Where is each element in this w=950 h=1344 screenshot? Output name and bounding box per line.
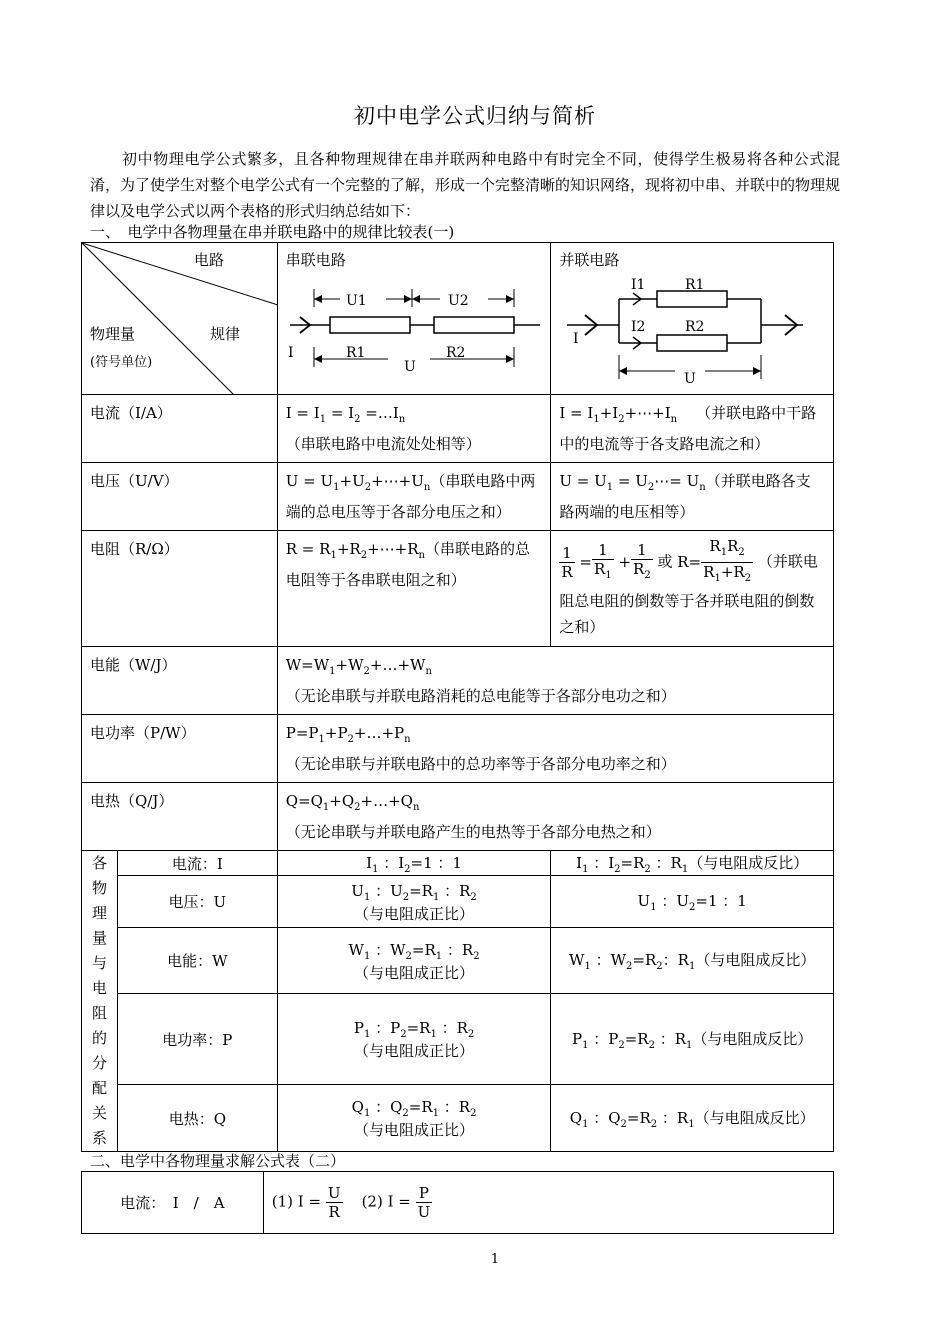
series-voltage-note: （串联电路中两端的总电压等于各部分电压之和） bbox=[285, 472, 536, 521]
diagonal-lines bbox=[82, 243, 278, 395]
heat-formula: $Q=Q_1+Q_2+\dots+Q_n$ bbox=[285, 792, 420, 813]
parallel-current-note: （并联电路中干路中的电流等于各支路电流之和） bbox=[559, 404, 817, 453]
header-rule-label: 规律 bbox=[210, 325, 241, 343]
formula-2-denominator: U bbox=[417, 1203, 431, 1221]
formula-2-numerator: P bbox=[416, 1184, 433, 1203]
parallel-circuit-diagram bbox=[551, 243, 834, 395]
series-power-ratio-note: （与电阻成正比） bbox=[354, 1042, 475, 1061]
parallel-voltage-cell bbox=[551, 463, 834, 531]
vertical-label-char: 电 bbox=[91, 979, 107, 997]
dist-current-label: 电流：I bbox=[117, 851, 277, 876]
header-quantity-label: 物理量 bbox=[90, 325, 136, 343]
parallel-power-ratio: $P_1$ ：$P_2=R_2$ ：$R_1$（与电阻成反比） bbox=[551, 994, 834, 1085]
header-unit-label: (符号单位) bbox=[90, 355, 153, 370]
parallel-energy-ratio: $W_1$ ：$W_2=R_2$：$R_1$（与电阻成反比） bbox=[551, 927, 834, 994]
parallel-energy-ratio-note: （与电阻成反比） bbox=[695, 951, 816, 970]
series-r1-label: R1 bbox=[345, 345, 366, 361]
resistance-label: 电阻（R/Ω） bbox=[82, 531, 278, 647]
series-r2-label: R2 bbox=[445, 345, 466, 361]
parallel-i-label: I bbox=[573, 331, 579, 347]
vertical-label-char: 关 bbox=[91, 1104, 107, 1122]
series-voltage-cell bbox=[277, 463, 551, 531]
heat-label: 电热（Q/J） bbox=[82, 783, 278, 851]
series-resistance-formula: $R = R_1+R_2+\cdots+R_n$ bbox=[285, 540, 425, 561]
energy-label: 电能（W/J） bbox=[82, 647, 278, 715]
series-energy-ratio-note: （与电阻成正比） bbox=[354, 963, 475, 982]
formula-table bbox=[81, 1171, 834, 1234]
vertical-label-char: 阻 bbox=[91, 1004, 107, 1022]
comparison-table bbox=[81, 242, 834, 1152]
parallel-i2-label: I2 bbox=[631, 319, 646, 335]
page-title: 初中电学公式归纳与简析 bbox=[354, 104, 596, 128]
parallel-power-ratio-note: （与电阻成反比） bbox=[692, 1029, 813, 1048]
series-u2-label: U2 bbox=[447, 293, 469, 309]
formula-1-denominator: R bbox=[328, 1203, 340, 1221]
vertical-label-char: 的 bbox=[91, 1029, 107, 1047]
vertical-label-char: 物 bbox=[91, 879, 107, 897]
series-power-ratio: $P_1$ ：$P_2=R_1$ ：$R_2$ （与电阻成正比） bbox=[277, 994, 551, 1085]
parallel-header: 并联电路 bbox=[559, 251, 620, 269]
parallel-resistance-formula-2: R= $\frac{R_1R_2}{R_1+R_2}$ bbox=[677, 537, 752, 584]
parallel-voltage-formula: $U = U_1$ = $U_2\cdots= U_n$ bbox=[559, 472, 706, 493]
or-text: 或 bbox=[657, 552, 673, 571]
series-voltage-ratio: $U_1$ ：$U_2=R_1$ ：$R_2$ （与电阻成正比） bbox=[277, 876, 551, 928]
section-1-heading: 一、 电学中各物理量在串并联电路中的规律比较表(一) bbox=[90, 223, 455, 241]
current-label: 电流（I/A） bbox=[82, 395, 278, 463]
parallel-i1-label: I1 bbox=[631, 277, 646, 293]
series-circuit-diagram bbox=[278, 243, 552, 395]
vertical-label-char: 各 bbox=[91, 854, 107, 872]
energy-note: （无论串联与并联电路消耗的总电能等于各部分电功之和） bbox=[285, 687, 676, 705]
parallel-heat-ratio-note: （与电阻成反比） bbox=[694, 1108, 815, 1127]
energy-cell bbox=[277, 647, 833, 715]
section-2-heading: 二、电学中各物理量求解公式表（二） bbox=[90, 1152, 346, 1170]
series-resistance-note: （串联电路的总电阻等于各串联电阻之和） bbox=[285, 540, 530, 589]
parallel-r1-label: R1 bbox=[685, 277, 705, 293]
vertical-label-char: 配 bbox=[91, 1079, 107, 1097]
vertical-label-char: 分 bbox=[91, 1054, 107, 1072]
page-number: 1 bbox=[490, 1252, 500, 1267]
dist-voltage-label: 电压：U bbox=[117, 876, 277, 928]
diagonal-header-cell bbox=[82, 243, 278, 395]
dist-heat-label: 电热：Q bbox=[117, 1085, 277, 1152]
series-current-ratio: $I_1$ ：$I_2=1$ ：1 bbox=[277, 851, 551, 876]
vertical-label-char: 与 bbox=[91, 954, 107, 972]
heat-cell bbox=[277, 783, 833, 851]
parallel-resistance-formula: $\frac{1}{R}$ = $\frac{1}{R_1}$ + $\frac{1}{R_2}$ bbox=[561, 540, 651, 581]
parallel-voltage-ratio: $U_1$ ：$U_2=1$ ：1 bbox=[551, 876, 834, 928]
parallel-heat-ratio: $Q_1$ ：$Q_2=R_2$ ：$R_1$（与电阻成反比） bbox=[551, 1085, 834, 1152]
series-u1-label: U1 bbox=[345, 293, 367, 309]
series-voltage-formula: $U = U_1+U_2+\cdots+U_n$ bbox=[285, 472, 431, 493]
parallel-voltage-note: （并联电路各支路两端的电压相等） bbox=[559, 472, 811, 521]
series-u-label: U bbox=[403, 359, 416, 375]
series-heat-ratio: $Q_1$ ：$Q_2=R_1$ ：$R_2$ （与电阻成正比） bbox=[277, 1085, 551, 1152]
intro-paragraph: 初中物理电学公式繁多，且各种物理规律在串并联两种电路中有时完全不同，使得学生极易将各种公式混淆，为了使学生对整个电学公式有一个完整的了解，形成一个完整清晰的知识网络，现将初中串、并联中的物理规律以及电学公式以两个表格的形式归纳总结如下： bbox=[90, 150, 841, 220]
parallel-current-cell bbox=[551, 395, 834, 463]
power-formula: $P=P_1+P_2+\dots+P_n$ bbox=[285, 724, 411, 745]
distribution-vertical-label bbox=[82, 851, 118, 1152]
series-current-cell bbox=[277, 395, 551, 463]
series-current-formula: $I = I_1 = I_2$ $=\dots I_n$ bbox=[285, 404, 406, 425]
header-circuit-label: 电路 bbox=[194, 251, 225, 269]
series-header-cell bbox=[277, 243, 551, 395]
power-note: （无论串联与并联电路中的总功率等于各部分电功率之和） bbox=[285, 755, 676, 773]
parallel-u-label: U bbox=[684, 371, 697, 387]
series-resistance-cell bbox=[277, 531, 551, 647]
dist-energy-label: 电能：W bbox=[117, 927, 277, 994]
parallel-current-formula: $I = I_1+I_2+\cdots+I_n$ bbox=[559, 404, 678, 425]
vertical-label-char: 量 bbox=[91, 929, 107, 947]
series-i-label: I bbox=[287, 345, 294, 361]
voltage-label: 电压（U/V） bbox=[82, 463, 278, 531]
parallel-resistance-note: （并联电阻总电阻的倒数等于各并联电阻的倒数之和） bbox=[559, 552, 818, 636]
series-current-note: （串联电路中电流处处相等） bbox=[285, 435, 481, 453]
t2-current-label: 电流： I / A bbox=[82, 1172, 264, 1234]
power-label: 电功率（P/W） bbox=[82, 715, 278, 783]
energy-formula: $W=W_1+W_2+\dots+W_n$ bbox=[285, 656, 432, 677]
formula-1-numerator: U bbox=[327, 1184, 341, 1202]
formula-1-prefix: (1) I = bbox=[271, 1192, 322, 1211]
parallel-resistance-cell bbox=[551, 531, 834, 647]
formula-2-prefix: (2) I = bbox=[361, 1192, 411, 1211]
power-cell bbox=[277, 715, 833, 783]
t2-current-formulas bbox=[263, 1172, 833, 1234]
series-energy-ratio: $W_1$ ：$W_2=R_1$ ：$R_2$ （与电阻成正比） bbox=[277, 927, 551, 994]
vertical-label-char: 理 bbox=[91, 904, 107, 922]
parallel-r2-label: R2 bbox=[685, 319, 705, 335]
parallel-current-ratio: $I_1$ ：$I_2=R_2$ ：$R_1$（与电阻成反比） bbox=[551, 851, 834, 876]
parallel-current-ratio-note: （与电阻成反比） bbox=[688, 853, 809, 872]
vertical-label-char: 系 bbox=[91, 1129, 107, 1147]
heat-note: （无论串联与并联电路产生的电热等于各部分电热之和） bbox=[285, 823, 661, 841]
dist-power-label: 电功率：P bbox=[117, 994, 277, 1085]
series-header: 串联电路 bbox=[285, 251, 346, 269]
series-voltage-ratio-note: （与电阻成正比） bbox=[354, 904, 475, 923]
series-heat-ratio-note: （与电阻成正比） bbox=[354, 1121, 475, 1140]
parallel-header-cell bbox=[551, 243, 834, 395]
